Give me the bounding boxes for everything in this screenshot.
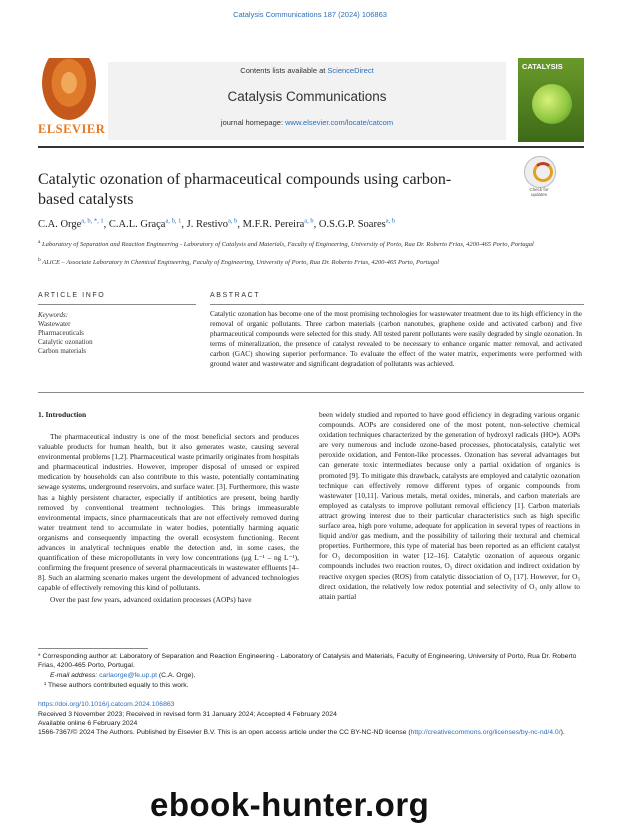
author[interactable]: C.A.L. Graça$^{a, b, 1}$, — [108, 217, 187, 230]
abstract-heading: ABSTRACT — [210, 292, 261, 299]
elsevier-tree-icon — [42, 58, 96, 120]
journal-banner — [108, 62, 506, 140]
affiliation-a: $^a$ Laboratory of Separation and Reaction Engineering - Laboratory of Catalysis and Materials, Faculty of Engineering, University of Porto, Rua Dr. Roberto Frias, 4200-465 Porto, Portugal — [38, 239, 534, 249]
license-link[interactable]: http://creativecommons.org/licenses/by-nc-nd/4.0/ — [410, 729, 561, 736]
contents-line — [108, 66, 506, 75]
article-title: Catalytic ozonation of pharmaceutical compounds using carbon-based catalysts — [38, 171, 452, 208]
keyword: Wastewater — [38, 320, 71, 328]
publisher-name: ELSEVIER — [38, 122, 106, 136]
license-note: 1566-7367/© 2024 The Authors. Published by Elsevier B.V. This is an open access article under the CC BY-NC-ND license (http://creativecommons.org/licenses/by-nc-nd/4.0/). — [38, 729, 565, 736]
right-column — [319, 410, 580, 602]
keywords-label: Keywords: — [38, 311, 69, 319]
keyword: Pharmaceuticals — [38, 329, 84, 337]
cover-title: CATALYSIS — [522, 62, 563, 71]
equal-contribution-note: ¹ These authors contributed equally to this work. — [44, 682, 189, 689]
journal-citation-link[interactable]: Catalysis Communications 187 (2024) 106863 — [233, 10, 387, 19]
journal-cover — [518, 58, 584, 142]
abstract-rule — [210, 304, 584, 305]
check-updates-icon — [533, 162, 553, 182]
corresponding-author-note: * Corresponding author at: Laboratory of Separation and Reaction Engineering - Laboratory of Catalysis and Materials, Faculty of Engineering, University of Porto, Rua Dr. Roberto Frias, 4200-465 Porto, Portugal. — [38, 653, 577, 669]
sciencedirect-link[interactable]: ScienceDirect — [327, 66, 374, 75]
author[interactable]: O.S.G.P. Soares$^{a, b}$ — [318, 217, 396, 230]
paragraph: Over the past few years, advanced oxidation processes (AOPs) have — [50, 594, 252, 604]
paragraph: The pharmaceutical industry is one of the most beneficial sectors and produces valuable products for human health, but it also generates waste, causing several environmental problems [1,2]. Pharmaceutical waste primarily originates from hospitals and pharmaceutical industries. However, improper disposal of unused or expired medication by households can also contribute to this waste, potentially contaminating sewage systems, underground reservoirs, and surface water. [3]. Furthermore, this waste has a highly persistent character, especially if antibiotics are present, being hardly removed by conventional treatment technologies. This brings immeasurable environmental impacts, since pharmaceuticals that are not effectively removed during water treatment tend to accumulate in water bodies, potentially harming aquatic organisms and consequently impacting the overall ecosystem functioning. Recent advances in analytical techniques enable the detection and, in some cases, the quantification of these micropollutants in very low concentrations (μg L⁻¹ – ng L⁻¹), confirming the frequent presence of several pharmaceuticals in wastewater effluents [4–8]. Such an alarming scenario makes urgent the development of advanced technologies capable of effectively removing this kind of pollutants. — [38, 432, 299, 593]
check-updates-label: Check for updates — [529, 187, 549, 197]
masthead — [38, 58, 584, 142]
author[interactable]: J. Restivo$^{a, b}$, — [186, 217, 243, 230]
footnote-rule — [38, 648, 148, 649]
homepage-prefix: journal homepage: — [220, 118, 286, 127]
section-heading: 1. Introduction — [38, 410, 87, 419]
author-list — [38, 217, 578, 230]
cover-image — [532, 84, 572, 124]
article-info-rule — [38, 304, 196, 305]
available-online: Available online 6 February 2024 — [38, 720, 138, 727]
journal-homepage-link[interactable]: www.elsevier.com/locate/catcom — [285, 118, 394, 127]
keyword: Carbon materials — [38, 347, 87, 355]
article-info-heading: ARTICLE INFO — [38, 292, 106, 299]
email-link[interactable]: carlaorge@fe.up.pt — [99, 672, 158, 679]
contents-prefix: Contents lists available at — [240, 66, 328, 75]
header-rule — [38, 146, 584, 148]
journal-name: Catalysis Communications — [227, 89, 387, 104]
author[interactable]: M.F.R. Pereira$^{a, b}$, — [242, 217, 319, 230]
author[interactable]: C.A. Orge$^{a, b, *, 1}$, — [38, 217, 109, 230]
affiliation-b: $^b$ ALiCE – Associate Laboratory in Chemical Engineering, Faculty of Engineering, University of Porto, Rua Dr. Roberto Frias, 4200-465 Porto, Portugal — [38, 257, 440, 267]
check-for-updates-button[interactable] — [524, 156, 556, 188]
received-dates: Received 3 November 2023; Received in revised form 31 January 2024; Accepted 4 February 2024 — [38, 711, 337, 718]
elsevier-logo — [38, 58, 106, 142]
left-column — [38, 432, 299, 605]
doi-link[interactable]: https://doi.org/10.1016/j.catcom.2024.106863 — [38, 701, 175, 708]
keyword: Catalytic ozonation — [38, 338, 93, 346]
abstract-text: Catalytic ozonation has become one of the most promising technologies for wastewater treatment due to its high efficiency in the removal of organic pollutants. Three carbon materials (carbon nanotubes, graphene oxide and activated carbon) and five pharmaceutical compounds were selected for this study. All tested parent pollutants were easily degraded by single ozonation. In terms of mineralization, the presence of catalyst revealed to be necessary to enhance organic matter removal, and activated carbon (GAC) showing superior performance. To evaluate the effect of the water matrix, experiments were performed with ground water and wastewater and significant degradation of pollutants was achieved. — [210, 310, 582, 368]
homepage-line — [108, 118, 506, 127]
email-note: E-mail address: carlaorge@fe.up.pt (C.A. Orge). — [50, 672, 196, 679]
watermark: ebook-hunter.org — [150, 786, 430, 823]
paragraph: been widely studied and reported to have good efficiency in degrading various organic compounds. AOPs are considered one of the most potent, non-selective chemical oxidation techniques characterized by the generation of hydroxyl radicals (HO•). AOPs are very numerous and include ozone-based processes, photocatalysis, catalytic wet peroxide oxidation, and Fenton-like processes. Ozonation has several advantages but can generate toxic intermediates because only a partial oxidation of organics is promoted [9]. To mitigate this drawback, catalysts are employed and catalytic ozonation technique can effectively remove different types of organic compounds from wastewater [10,11]. Various metals, metal oxides, minerals, and carbon materials are employed as catalysts to improve pollutant removal efficiency [1]. Carbon materials attract growing interest due to their particular characteristics such as high specific surface area, high pore volume, adequate for application in several types of reactions in liquid and/or gas medium, and the possibility of tailoring their textural and chemical properties. Furthermore, this type of material has been reported as an efficient catalyst for O₃ decomposition in water [12–16]. Catalytic ozonation of aqueous organic compounds includes two reaction routes, O₃ direct oxidation and indirect oxidation by reactive oxygen species (ROS) from catalytic dissociation of O₃ [17]. However, for O₃ direct oxidation, the relatively low redox potential and selectivity of O₃ only allow to attain partial — [319, 410, 580, 601]
abstract-bottom-rule — [38, 392, 584, 393]
